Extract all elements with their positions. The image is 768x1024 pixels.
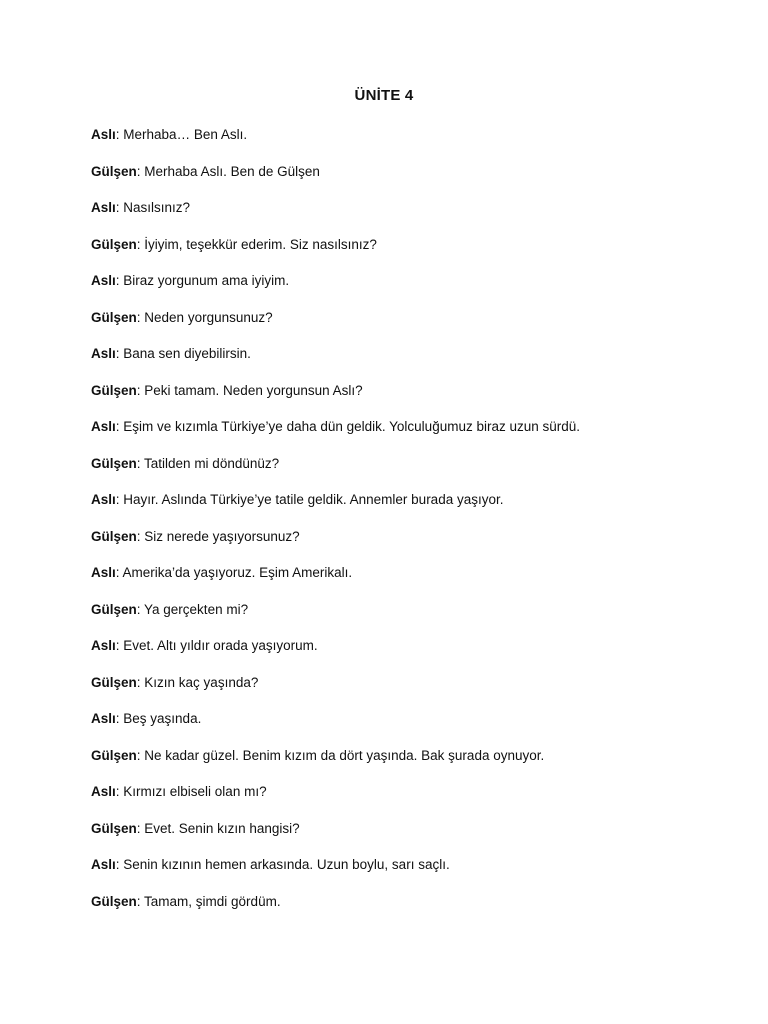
- speaker-separator: :: [115, 346, 124, 361]
- speaker-name: Gülşen: [91, 820, 137, 836]
- speaker-separator: :: [136, 893, 145, 909]
- speaker-name: Gülşen: [91, 893, 137, 909]
- line-text: Merhaba… Ben Aslı.: [123, 127, 248, 142]
- line-text: Nasılsınız?: [123, 200, 191, 215]
- line-text: İyiyim, teşekkür ederim. Siz nasılsınız?: [144, 236, 377, 252]
- dialogue-line: [91, 489, 711, 526]
- speaker-separator: :: [136, 163, 145, 179]
- speaker-name: Aslı: [91, 346, 116, 361]
- speaker-separator: :: [136, 382, 145, 398]
- line-text: Beş yaşında.: [123, 711, 202, 726]
- speaker-separator: :: [115, 492, 124, 507]
- speaker-separator: :: [115, 127, 124, 142]
- dialogue-line: [91, 526, 711, 563]
- dialogue-line: [91, 818, 711, 855]
- dialogue-line: [91, 781, 711, 818]
- line-text: Ya gerçekten mi?: [144, 601, 249, 617]
- dialogue-line: [91, 234, 711, 271]
- speaker-name: Gülşen: [91, 455, 137, 471]
- line-text: Evet. Altı yıldır orada yaşıyorum.: [123, 638, 318, 653]
- speaker-separator: :: [136, 747, 145, 763]
- dialogue-line: [91, 599, 711, 636]
- speaker-name: Gülşen: [91, 163, 137, 179]
- speaker-name: Aslı: [91, 638, 116, 653]
- dialogue-line: [91, 380, 711, 417]
- dialogue-line: [91, 124, 711, 161]
- line-text: Eşim ve kızımla Türkiye’ye daha dün geldik. Yolculuğumuz biraz uzun sürdü.: [123, 419, 581, 434]
- dialogue-line: [91, 708, 711, 745]
- dialogue-list: [91, 124, 711, 927]
- speaker-separator: :: [115, 419, 124, 434]
- dialogue-line: [91, 270, 711, 307]
- speaker-name: Aslı: [91, 711, 116, 726]
- line-text: Biraz yorgunum ama iyiyim.: [123, 273, 290, 288]
- line-text: Kırmızı elbiseli olan mı?: [123, 784, 267, 799]
- speaker-name: Aslı: [91, 784, 116, 799]
- speaker-separator: :: [115, 784, 124, 799]
- speaker-name: Aslı: [91, 565, 116, 580]
- speaker-separator: :: [136, 674, 145, 690]
- dialogue-line: [91, 161, 711, 198]
- line-text: Evet. Senin kızın hangisi?: [144, 820, 300, 836]
- dialogue-line: [91, 197, 711, 234]
- speaker-name: Gülşen: [91, 747, 137, 763]
- speaker-separator: :: [115, 857, 124, 872]
- speaker-name: Gülşen: [91, 382, 137, 398]
- dialogue-line: [91, 635, 711, 672]
- speaker-separator: :: [136, 820, 145, 836]
- dialogue-line: [91, 307, 711, 344]
- line-text: Merhaba Aslı. Ben de Gülşen: [144, 163, 320, 179]
- speaker-name: Aslı: [91, 857, 116, 872]
- line-text: Siz nerede yaşıyorsunuz?: [144, 528, 300, 544]
- line-text: Peki tamam. Neden yorgunsun Aslı?: [144, 382, 363, 398]
- dialogue-line: [91, 343, 711, 380]
- speaker-name: Gülşen: [91, 528, 137, 544]
- dialogue-line: [91, 745, 711, 782]
- speaker-name: Gülşen: [91, 674, 137, 690]
- speaker-separator: :: [115, 200, 124, 215]
- dialogue-line: [91, 416, 711, 453]
- line-text: Tatilden mi döndünüz?: [144, 455, 280, 471]
- speaker-name: Gülşen: [91, 236, 137, 252]
- speaker-name: Aslı: [91, 127, 116, 142]
- dialogue-line: [91, 891, 711, 928]
- speaker-separator: :: [115, 638, 124, 653]
- speaker-separator: :: [136, 528, 145, 544]
- speaker-separator: :: [136, 455, 145, 471]
- line-text: Neden yorgunsunuz?: [144, 309, 273, 325]
- speaker-name: Aslı: [91, 273, 116, 288]
- speaker-name: Aslı: [91, 419, 116, 434]
- speaker-separator: :: [136, 601, 145, 617]
- speaker-separator: :: [136, 309, 145, 325]
- line-text: Senin kızının hemen arkasında. Uzun boylu, sarı saçlı.: [123, 857, 450, 872]
- speaker-separator: :: [136, 236, 145, 252]
- speaker-separator: :: [115, 273, 124, 288]
- line-text: Hayır. Aslında Türkiye’ye tatile geldik. Annemler burada yaşıyor.: [123, 492, 504, 507]
- speaker-name: Aslı: [91, 492, 116, 507]
- line-text: Kızın kaç yaşında?: [144, 674, 259, 690]
- speaker-separator: :: [115, 711, 124, 726]
- speaker-name: Gülşen: [91, 309, 137, 325]
- dialogue-line: [91, 854, 711, 891]
- dialogue-line: [91, 672, 711, 709]
- speaker-name: Aslı: [91, 200, 116, 215]
- page-title: ÜNİTE 4: [354, 87, 414, 104]
- line-text: Bana sen diyebilirsin.: [123, 346, 251, 361]
- speaker-name: Gülşen: [91, 601, 137, 617]
- line-text: Ne kadar güzel. Benim kızım da dört yaşında. Bak şurada oynuyor.: [144, 747, 545, 763]
- line-text: Tamam, şimdi gördüm.: [144, 893, 281, 909]
- dialogue-line: [91, 453, 711, 490]
- speaker-separator: :: [115, 565, 123, 580]
- line-text: Amerika’da yaşıyoruz. Eşim Amerikalı.: [122, 565, 353, 580]
- dialogue-line: [91, 562, 711, 599]
